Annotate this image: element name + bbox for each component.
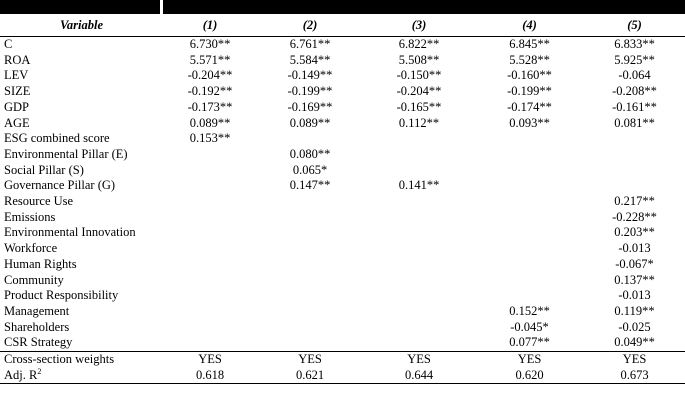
table-row: [0, 225, 685, 241]
row-label: [0, 178, 163, 194]
cell-model-2: [257, 131, 363, 147]
cell-model-4: [475, 257, 584, 273]
cell-model-2: -0.169**: [287, 99, 333, 114]
cell-model-4: 6.845**: [509, 37, 550, 51]
cell-model-1: 0.153**: [189, 131, 231, 146]
cell-model-3: 5.508**: [398, 52, 440, 67]
row-label-text: Cross-section weights: [4, 352, 115, 367]
table-row: [0, 178, 685, 194]
cell-model-3: [363, 273, 475, 289]
cell-model-5: [584, 131, 685, 147]
cell-model-4: [475, 241, 584, 257]
cell-model-4: [475, 147, 584, 163]
cell-model-1: YES: [163, 352, 257, 368]
cell-model-5: -0.161**: [612, 99, 657, 114]
cell-model-1: [163, 225, 257, 241]
row-label: [0, 194, 163, 210]
row-label: [0, 288, 163, 304]
table-row: [0, 273, 685, 289]
row-label-text: Product Responsibility: [4, 288, 119, 303]
cell-model-3: [363, 163, 475, 179]
cell-model-4: -0.045*: [510, 319, 549, 334]
cell-model-5: [584, 163, 685, 179]
cell-model-3: [363, 335, 475, 351]
cell-model-5: -0.208**: [612, 84, 657, 99]
cell-model-5: -0.013: [618, 288, 651, 303]
regression-table: [0, 14, 685, 384]
cell-model-5: -0.025: [618, 319, 651, 334]
table-footer: [0, 352, 685, 384]
cell-model-2: [257, 273, 363, 289]
table-row: [0, 320, 685, 336]
cell-model-3: [363, 225, 475, 241]
cell-model-3: [363, 194, 475, 210]
cell-model-1: 0.089**: [189, 115, 231, 130]
cell-model-4: [475, 194, 584, 210]
cell-model-2: 0.621: [257, 368, 363, 384]
row-label: [0, 116, 163, 132]
table-row: [0, 352, 685, 368]
cell-model-1: [163, 273, 257, 289]
cell-model-3: [363, 147, 475, 163]
row-label-text: LEV: [4, 68, 29, 83]
cell-model-4: -0.160**: [507, 68, 552, 83]
row-label-superscript: 2: [37, 366, 42, 376]
table-row: [0, 241, 685, 257]
cell-model-3: -0.165**: [396, 99, 442, 114]
cell-model-5: 0.203**: [614, 225, 655, 240]
top-rule-gap: [160, 0, 163, 14]
cell-model-4: -0.199**: [507, 84, 552, 99]
cell-model-4: [475, 178, 584, 194]
cell-model-1: -0.204**: [187, 68, 233, 83]
row-label-text: Human Rights: [4, 256, 77, 271]
row-label-text: CSR Strategy: [4, 335, 73, 350]
row-label-text: GDP: [4, 99, 30, 114]
table-row: [0, 37, 685, 53]
cell-model-2: 0.080**: [289, 146, 331, 161]
cell-model-3: [363, 320, 475, 336]
cell-model-1: [163, 163, 257, 179]
table-row: [0, 194, 685, 210]
cell-model-3: -0.150**: [396, 68, 442, 83]
cell-model-1: 6.730**: [189, 37, 231, 51]
cell-model-4: -0.174**: [507, 99, 552, 114]
cell-model-5: 0.673: [584, 368, 685, 384]
cell-model-4: [475, 288, 584, 304]
row-label: [0, 273, 163, 289]
table-body: [0, 37, 685, 352]
table-row: [0, 304, 685, 320]
cell-model-2: [257, 288, 363, 304]
cell-model-2: -0.149**: [287, 68, 333, 83]
row-label-text: Social Pillar (S): [4, 162, 84, 177]
row-label-text: Management: [4, 303, 70, 318]
cell-model-3: [363, 257, 475, 273]
row-label: [0, 84, 163, 100]
cell-model-1: -0.192**: [187, 84, 233, 99]
cell-model-5: -0.228**: [612, 209, 657, 224]
cell-model-4: 0.152**: [509, 303, 550, 318]
row-label: [0, 210, 163, 226]
cell-model-2: [257, 241, 363, 257]
row-label: [0, 163, 163, 179]
header-variable: Variable: [0, 14, 163, 37]
row-label-text: ROA: [4, 52, 31, 67]
row-label: [0, 225, 163, 241]
cell-model-5: [584, 147, 685, 163]
row-label-text: Environmental Innovation: [4, 225, 136, 240]
cell-model-4: [475, 131, 584, 147]
cell-model-5: 5.925**: [614, 52, 655, 67]
row-label: [0, 368, 163, 384]
cell-model-4: 0.620: [475, 368, 584, 384]
table-row: [0, 84, 685, 100]
cell-model-2: YES: [257, 352, 363, 368]
cell-model-3: [363, 131, 475, 147]
row-label: [0, 147, 163, 163]
table-row: [0, 163, 685, 179]
cell-model-2: 0.089**: [289, 115, 331, 130]
row-label: [0, 304, 163, 320]
row-label: [0, 100, 163, 116]
cell-model-1: [163, 304, 257, 320]
cell-model-1: [163, 147, 257, 163]
cell-model-1: [163, 194, 257, 210]
table-row: [0, 131, 685, 147]
cell-model-3: [363, 304, 475, 320]
row-label: [0, 131, 163, 147]
cell-model-4: [475, 163, 584, 179]
table-top-rule: [0, 0, 685, 14]
cell-model-1: [163, 241, 257, 257]
row-label-text: Resource Use: [4, 194, 74, 209]
cell-model-1: [163, 335, 257, 351]
cell-model-5: 6.833**: [614, 37, 655, 51]
header-model-3: (3): [363, 14, 475, 37]
row-label-text: AGE: [4, 115, 30, 130]
cell-model-2: [257, 210, 363, 226]
row-label: [0, 335, 163, 351]
cell-model-5: [584, 178, 685, 194]
cell-model-1: [163, 210, 257, 226]
header-model-2: (2): [257, 14, 363, 37]
row-label: [0, 352, 163, 368]
cell-model-5: 0.049**: [614, 335, 655, 350]
table-row: [0, 335, 685, 351]
cell-model-5: YES: [584, 352, 685, 368]
cell-model-3: -0.204**: [396, 84, 442, 99]
cell-model-3: [363, 288, 475, 304]
row-label-text: C: [4, 37, 13, 51]
cell-model-4: 0.093**: [509, 115, 550, 130]
row-label-text: Workforce: [4, 241, 58, 256]
cell-model-2: [257, 335, 363, 351]
cell-model-2: -0.199**: [287, 84, 333, 99]
cell-model-2: 5.584**: [289, 52, 331, 67]
table-row: [0, 68, 685, 84]
cell-model-2: 0.147**: [289, 178, 331, 193]
cell-model-4: [475, 225, 584, 241]
table-row: [0, 257, 685, 273]
header-model-4: (4): [475, 14, 584, 37]
cell-model-1: [163, 178, 257, 194]
table-row: [0, 100, 685, 116]
row-label-text: Adj. R: [4, 367, 38, 382]
row-label: [0, 241, 163, 257]
cell-model-4: [475, 273, 584, 289]
row-label: [0, 53, 163, 69]
cell-model-2: [257, 257, 363, 273]
cell-model-2: [257, 304, 363, 320]
row-label: [0, 257, 163, 273]
cell-model-5: 0.119**: [614, 303, 655, 318]
table-row: [0, 116, 685, 132]
cell-model-2: 0.065*: [292, 162, 328, 177]
cell-model-4: [475, 210, 584, 226]
cell-model-2: [257, 225, 363, 241]
table-row: [0, 288, 685, 304]
cell-model-3: 0.112**: [398, 115, 440, 130]
cell-model-3: 6.822**: [398, 37, 440, 51]
row-label-text: Emissions: [4, 209, 56, 224]
cell-model-5: -0.013: [618, 241, 651, 256]
cell-model-3: 0.141**: [398, 178, 440, 193]
cell-model-1: [163, 320, 257, 336]
row-label-text: Environmental Pillar (E): [4, 146, 128, 161]
cell-model-4: YES: [475, 352, 584, 368]
cell-model-5: 0.081**: [614, 115, 655, 130]
table-row: [0, 368, 685, 384]
cell-model-4: 5.528**: [509, 52, 550, 67]
row-label-text: Community: [4, 272, 64, 287]
cell-model-1: [163, 288, 257, 304]
row-label-text: ESG combined score: [4, 131, 110, 146]
header-row: [0, 14, 685, 37]
row-label-text: SIZE: [4, 84, 31, 99]
table-row: [0, 210, 685, 226]
header-model-5: (5): [584, 14, 685, 37]
cell-model-2: [257, 194, 363, 210]
cell-model-2: [257, 320, 363, 336]
table-row: [0, 53, 685, 69]
cell-model-3: 0.644: [363, 368, 475, 384]
row-label: [0, 320, 163, 336]
cell-model-4: 0.077**: [509, 335, 550, 350]
cell-model-3: [363, 241, 475, 257]
row-label-text: Governance Pillar (G): [4, 178, 116, 193]
cell-model-5: -0.064: [618, 68, 651, 83]
cell-model-1: 0.618: [163, 368, 257, 384]
row-label-text: Shareholders: [4, 319, 70, 334]
cell-model-3: YES: [363, 352, 475, 368]
cell-model-2: 6.761**: [289, 37, 331, 51]
cell-model-3: [363, 210, 475, 226]
cell-model-5: 0.137**: [614, 272, 655, 287]
header-model-1: (1): [163, 14, 257, 37]
cell-model-5: 0.217**: [614, 194, 655, 209]
cell-model-1: -0.173**: [187, 99, 233, 114]
cell-model-1: [163, 257, 257, 273]
row-label: [0, 37, 163, 53]
cell-model-5: -0.067*: [615, 256, 654, 271]
row-label: [0, 68, 163, 84]
cell-model-1: 5.571**: [189, 52, 231, 67]
table-row: [0, 147, 685, 163]
